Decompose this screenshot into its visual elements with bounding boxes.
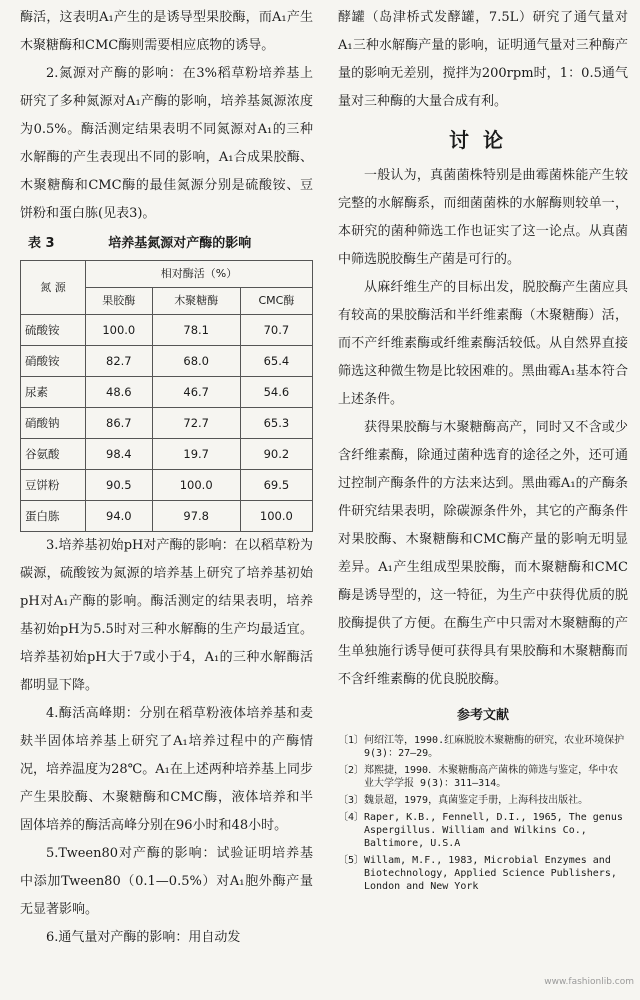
references-heading: 参考文献 [456,708,509,723]
table-3-caption [20,230,313,258]
table-cell: 54.6 [240,377,312,408]
reference-text: Willam, M.F., 1983, Microbial Enzymes and Biotechnology, Applied Science Publishers, London and New York [364,855,617,892]
table-group-header: 相对酶活（%） [86,261,313,288]
table-row [21,408,313,439]
table-row-header: 氮 源 [21,261,86,315]
table-cell: 94.0 [86,501,153,532]
table-3 [20,260,313,532]
table-cell: 98.4 [86,439,153,470]
reference-text: 何绍江等，1990.红麻脱胶木聚糖酶的研究，农业环境保护 9(3)：27—29。 [364,735,625,759]
references-list [338,734,628,893]
section-3-paragraph: 3.培养基初始pH对产酶的影响：在以稻草粉为碳源，硫酸铵为氮源的培养基上研究了培养基初始pH对A₁产酶的影响。酶活测定的结果表明，培养基初始pH为5.5时对三种水解酶的生产均最适宜。培养基初始pH大于7或小于4，A₁的三种水解酶活都明显下降。 [20,538,313,693]
table-cell: 72.7 [152,408,240,439]
right-column [338,4,628,897]
table-row-label: 尿素 [21,377,86,408]
table-cell: 100.0 [152,470,240,501]
reference-text: Raper, K.B., Fennell, D.I., 1965, The genus Aspergillus. William and Wilkins Co., Baltimore, U.S.A [364,812,623,849]
table-cell: 90.5 [86,470,153,501]
table-cell: 68.0 [152,346,240,377]
table-row [21,501,313,532]
reference-number: 〔1〕 [338,735,365,746]
table-row [21,315,313,346]
discussion-paragraph-3: 获得果胶酶与木聚糖酶高产，同时又不含或少含纤维素酶，除通过菌种选育的途径之外，还可通过控制产酶条件的方法来达到。黑曲霉A₁的产酶条件研究结果表明，除碳源条件外，其它的产酶条件对果胶酶、木聚糖酶和CMC酶产量的影响无明显差异。A₁产生组成型果胶酶，而木聚糖酶和CMC酶是诱导型的，这一特征，为生产中获得优质的脱胶酶提供了方便。在酶生产中只需对木聚糖酶的产生单独施行诱导便可获得具有果胶酶和木聚糖酶而不含纤维素酶的优良脱胶酶。 [338,420,628,687]
reference-item [338,764,628,790]
table-row-label: 硫酸铵 [21,315,86,346]
table-col-header: CMC酶 [240,288,312,315]
intro-paragraph: 酶活，这表明A₁产生的是诱导型果胶酶，而A₁产生木聚糖酶和CMC酶则需要相应底物的诱导。 [20,10,313,53]
table-row [21,439,313,470]
reference-number: 〔3〕 [338,795,365,806]
reference-item [338,794,628,807]
table-cell: 19.7 [152,439,240,470]
reference-item [338,854,628,893]
reference-number: 〔5〕 [338,855,365,866]
table-cell: 90.2 [240,439,312,470]
table-3-label: 表 3 [28,236,55,251]
table-cell: 100.0 [240,501,312,532]
reference-number: 〔4〕 [338,812,365,823]
reference-text: 郑熙捷，1990．木聚糖酶高产菌株的筛选与鉴定，华中农业大学学报 9(3)：311—314。 [364,765,619,789]
table-row [21,346,313,377]
table-cell: 46.7 [152,377,240,408]
section-5-paragraph: 5.Tween80对产酶的影响：试验证明培养基中添加Tween80（0.1—0.5%）对A₁胞外酶产量无显著影响。 [20,846,313,917]
table-row-label: 蛋白胨 [21,501,86,532]
discussion-paragraph-1: 一般认为，真菌菌株特别是曲霉菌株能产生较完整的水解酶系，而细菌菌株的水解酶则较单一，本研究的菌种筛选工作也证实了这一论点。从真菌中筛选脱胶酶生产菌是可行的。 [338,168,628,267]
reference-item [338,734,628,760]
reference-item [338,811,628,850]
reference-text: 魏景超，1979，真菌鉴定手册，上海科技出版社。 [364,795,589,806]
table-cell: 97.8 [152,501,240,532]
table-cell: 48.6 [86,377,153,408]
table-cell: 65.3 [240,408,312,439]
table-col-header: 木聚糖酶 [152,288,240,315]
discussion-paragraph-2: 从麻纤维生产的目标出发，脱胶酶产生菌应具有较高的果胶酶活和半纤维素酶（木聚糖酶）活，而不产纤维素酶或纤维素酶活较低。从自然界直接筛选这种微生物是比较困难的。黑曲霉A₁基本符合上述条件。 [338,280,628,407]
section-6-paragraph: 6.通气量对产酶的影响：用自动发 [46,930,241,945]
left-column [20,4,313,952]
watermark: www.fashionlib.com [544,977,634,987]
discussion-heading: 讨论 [449,128,517,152]
table-col-header: 果胶酶 [86,288,153,315]
table-row-label: 谷氨酸 [21,439,86,470]
reference-number: 〔2〕 [338,765,365,776]
table-row [21,377,313,408]
section-2-paragraph: 2.氮源对产酶的影响：在3%稻草粉培养基上研究了多种氮源对A₁产酶的影响，培养基氮源浓度为0.5%。酶活测定结果表明不同氮源对A₁的三种水解酶的产生表现出不同的影响，A₁合成果胶酶、木聚糖酶和CMC酶的最佳氮源分别是硫酸铵、豆饼粉和蛋白胨(见表3)。 [20,66,313,221]
table-row-label: 硝酸钠 [21,408,86,439]
table-3-title: 培养基氮源对产酶的影响 [108,236,252,251]
table-cell: 78.1 [152,315,240,346]
table-cell: 100.0 [86,315,153,346]
table-cell: 69.5 [240,470,312,501]
section-4-paragraph: 4.酶活高峰期：分别在稻草粉液体培养基和麦麸半固体培养基上研究了A₁培养过程中的产酶情况，培养温度为28℃。A₁在上述两种培养基上同步产生果胶酶、木聚糖酶和CMC酶，液体培养和半固体培养的酶活高峰分别在96小时和48小时。 [20,706,313,833]
continued-paragraph: 酵罐（岛津桥式发酵罐，7.5L）研究了通气量对A₁三种水解酶产量的影响，证明通气量对三种酶产量的影响无差别，搅拌为200rpm时，1：0.5通气量对三种酶的大量合成有利。 [338,10,628,109]
table-row-label: 豆饼粉 [21,470,86,501]
table-cell: 70.7 [240,315,312,346]
table-cell: 82.7 [86,346,153,377]
table-cell: 65.4 [240,346,312,377]
table-cell: 86.7 [86,408,153,439]
table-row-label: 硝酸铵 [21,346,86,377]
table-row [21,470,313,501]
